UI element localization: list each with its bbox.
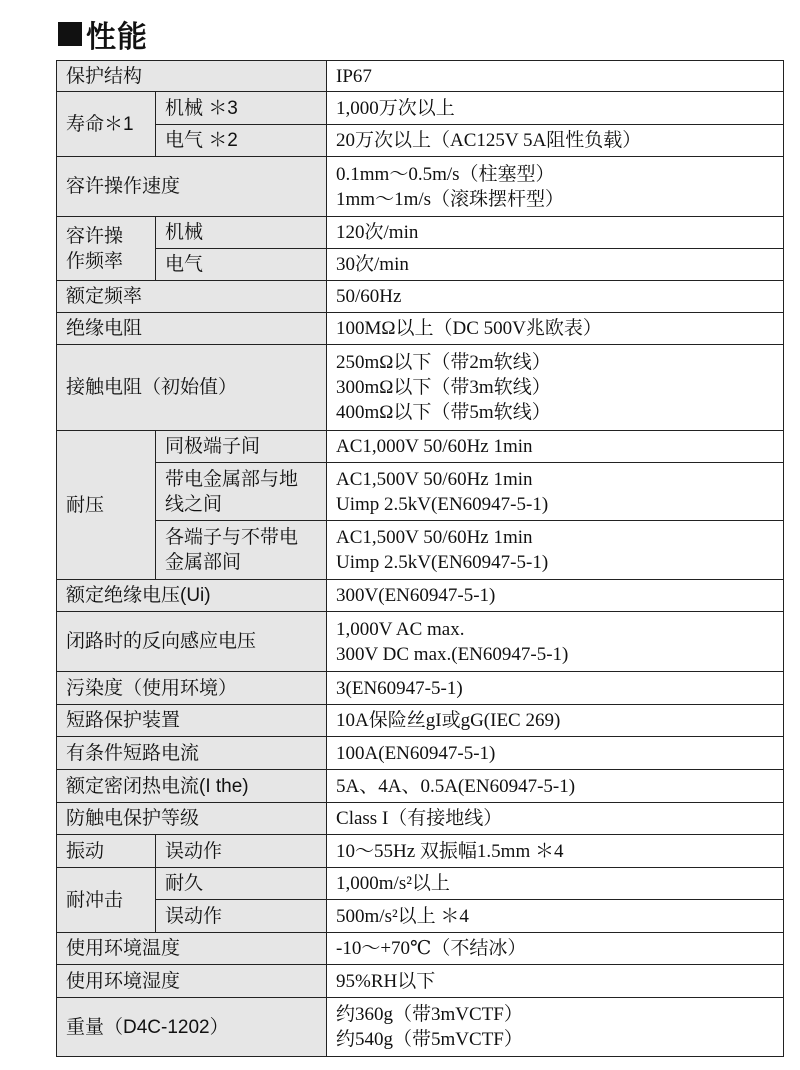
row-label: 有条件短路电流 [57,737,327,770]
value-line: 约540g（带5mVCTF） [336,1029,523,1050]
value-line: Uimp 2.5kV(EN60947-5-1) [336,552,549,573]
table-row [57,705,784,737]
label-line: 各端子与不带电 [165,527,299,548]
row-value [327,521,784,580]
row-label: 额定绝缘电压(Ui) [57,580,327,612]
row-value [327,345,784,431]
table-row [57,770,784,803]
row-sublabel [156,463,327,521]
table-row [57,868,784,900]
row-value: 10～55Hz 双振幅1.5mm ＊4 [327,835,784,868]
table-row [57,672,784,705]
value-line: 0.1mm～0.5m/s（柱塞型） [336,163,555,185]
row-label: 额定频率 [57,281,327,313]
row-value: AC1,000V 50/60Hz 1min [327,431,784,463]
spec-table [56,60,784,1057]
table-row [57,61,784,92]
table-row [57,92,784,125]
row-label: 保护结构 [57,61,327,92]
table-row [57,933,784,965]
value-line: 300mΩ以下（带3m软线） [336,377,551,398]
label-line: 线之间 [165,493,223,515]
value-line: 1,000V AC max. [336,618,465,640]
table-row [57,125,784,157]
value-line: Uimp 2.5kV(EN60947-5-1) [336,493,549,515]
table-row [57,157,784,217]
row-sublabel: 误动作 [156,900,327,933]
value-line: 1mm～1m/s（滚珠摆杆型） [336,188,565,210]
value-line: 400mΩ以下（带5m软线） [336,402,551,423]
row-sublabel: 电气 [156,249,327,281]
row-sublabel: 同极端子间 [156,431,327,463]
table-row [57,281,784,313]
label-line: 金属部间 [165,552,242,573]
table-row [57,431,784,463]
value-line: 约360g（带3mVCTF） [336,1004,523,1025]
table-row [57,313,784,345]
section-title-text: 性能 [86,21,148,54]
row-sublabel: 机械 ＊3 [156,92,327,125]
row-value [327,463,784,521]
row-value [327,998,784,1057]
row-value: Class I（有接地线） [327,803,784,835]
row-sublabel [156,521,327,580]
row-value: -10～+70℃（不结冰） [327,933,784,965]
table-row [57,612,784,672]
table-row [57,835,784,868]
table-row [57,900,784,933]
label-line: 带电金属部与地 [165,468,299,490]
value-line: AC1,500V 50/60Hz 1min [336,468,533,490]
row-label: 绝缘电阻 [57,313,327,345]
row-label: 寿命＊1 [57,92,156,157]
row-value [327,157,784,217]
value-line: AC1,500V 50/60Hz 1min [336,527,533,548]
table-row [57,803,784,835]
row-label: 使用环境温度 [57,933,327,965]
row-label: 重量（D4C-1202） [57,998,327,1057]
table-row [57,737,784,770]
row-label: 接触电阻（初始值） [57,345,327,431]
row-value: 500m/s²以上 ＊4 [327,900,784,933]
row-sublabel: 耐久 [156,868,327,900]
row-label: 短路保护装置 [57,705,327,737]
table-row [57,580,784,612]
row-label: 防触电保护等级 [57,803,327,835]
row-value: 10A保险丝gI或gG(IEC 269) [327,705,784,737]
title-square-icon [58,22,82,46]
label-line: 作频率 [66,250,124,272]
table-row [57,345,784,431]
row-sublabel: 电气 ＊2 [156,125,327,157]
row-label [57,217,156,281]
table-row [57,965,784,998]
table-row [57,463,784,521]
row-label: 额定密闭热电流(I the) [57,770,327,803]
value-line: 250mΩ以下（带2m软线） [336,352,551,373]
row-value: 1,000万次以上 [327,92,784,125]
row-value: 5A、4A、0.5A(EN60947-5-1) [327,770,784,803]
row-sublabel: 机械 [156,217,327,249]
row-value [327,612,784,672]
row-value: IP67 [327,61,784,92]
table-row [57,521,784,580]
row-value: 120次/min [327,217,784,249]
row-label: 耐压 [57,431,156,580]
row-label: 振动 [57,835,156,868]
row-value: 100A(EN60947-5-1) [327,737,784,770]
row-label: 使用环境湿度 [57,965,327,998]
row-value: 1,000m/s²以上 [327,868,784,900]
table-row [57,249,784,281]
row-label: 闭路时的反向感应电压 [57,612,327,672]
row-value: 95%RH以下 [327,965,784,998]
row-value: 300V(EN60947-5-1) [327,580,784,612]
table-row [57,998,784,1057]
label-line: 容许操 [66,225,124,247]
row-value: 30次/min [327,249,784,281]
section-title [58,14,148,54]
row-sublabel: 误动作 [156,835,327,868]
row-value: 3(EN60947-5-1) [327,672,784,705]
row-label: 污染度（使用环境） [57,672,327,705]
row-label: 容许操作速度 [57,157,327,217]
row-value: 100MΩ以上（DC 500V兆欧表） [327,313,784,345]
value-line: 300V DC max.(EN60947-5-1) [336,643,569,665]
table-row [57,217,784,249]
row-value: 20万次以上（AC125V 5A阻性负载） [327,125,784,157]
row-value: 50/60Hz [327,281,784,313]
row-label: 耐冲击 [57,868,156,933]
